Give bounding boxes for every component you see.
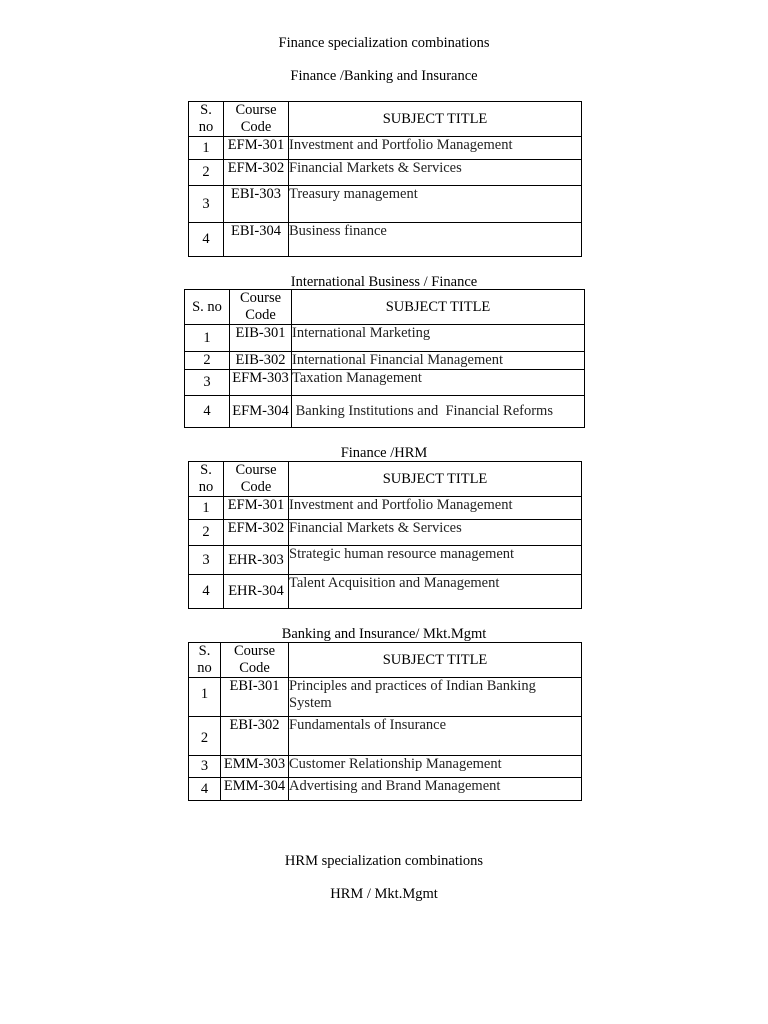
header-subject-title: SUBJECT TITLE: [289, 102, 582, 137]
table-row: [189, 497, 582, 520]
table-row: [185, 352, 585, 370]
header-subject-title: SUBJECT TITLE: [289, 643, 582, 678]
row-sno: 4: [185, 396, 230, 428]
row-subject-title: Investment and Portfolio Management: [289, 137, 582, 160]
header-sno: S. no: [189, 462, 224, 497]
hrm-specialization-heading: HRM specialization combinations: [284, 853, 484, 869]
row-subject-title: Customer Relationship Management: [289, 756, 582, 778]
header-course-code: Course Code: [224, 462, 289, 497]
table-finance-hrm: [188, 461, 582, 609]
header-sno: S. no: [189, 102, 224, 137]
table-row: [189, 778, 582, 801]
header-sno: S. no: [185, 290, 230, 325]
table-row: [185, 396, 585, 428]
table-row: [189, 678, 582, 717]
row-subject-title: Financial Markets & Services: [289, 520, 582, 546]
row-course-code: EIB-301: [230, 325, 292, 352]
row-subject-title: Treasury management: [289, 186, 582, 223]
table-row: [189, 160, 582, 186]
row-course-code: EFM-303: [230, 370, 292, 396]
row-subject-title: Taxation Management: [292, 370, 585, 396]
row-subject-title: Talent Acquisition and Management: [289, 575, 582, 609]
row-course-code: EBI-302: [221, 717, 289, 756]
row-subject-title: International Marketing: [292, 325, 585, 352]
table-row: [185, 325, 585, 352]
row-sno: 4: [189, 575, 224, 609]
table-row: [189, 186, 582, 223]
row-subject-title: Banking Institutions and Financial Reforms: [292, 396, 585, 428]
row-course-code: EIB-302: [230, 352, 292, 370]
row-course-code: EFM-302: [224, 520, 289, 546]
table-row: [189, 520, 582, 546]
row-subject-title: Advertising and Brand Management: [289, 778, 582, 801]
table-row: [189, 756, 582, 778]
row-sno: 1: [189, 678, 221, 717]
row-subject-title: Fundamentals of Insurance: [289, 717, 582, 756]
row-course-code: EBI-303: [224, 186, 289, 223]
row-sno: 2: [185, 352, 230, 370]
row-sno: 4: [189, 778, 221, 801]
header-sno: S. no: [189, 643, 221, 678]
row-course-code: EFM-301: [224, 497, 289, 520]
header-course-code: Course Code: [224, 102, 289, 137]
row-course-code: EHR-303: [224, 546, 289, 575]
row-course-code: EBI-304: [224, 223, 289, 257]
row-sno: 1: [185, 325, 230, 352]
header-course-code: Course Code: [230, 290, 292, 325]
row-subject-title: Strategic human resource management: [289, 546, 582, 575]
header-subject-title: SUBJECT TITLE: [289, 462, 582, 497]
finance-specialization-heading: Finance specialization combinations: [278, 35, 490, 51]
row-sno: 2: [189, 717, 221, 756]
row-sno: 2: [189, 160, 224, 186]
hrm-mktmgmt-subheading: HRM / Mkt.Mgmt: [330, 886, 438, 902]
row-subject-title: Business finance: [289, 223, 582, 257]
table-row: [185, 370, 585, 396]
row-course-code: EMM-303: [221, 756, 289, 778]
row-course-code: EFM-302: [224, 160, 289, 186]
table-row: [189, 223, 582, 257]
row-sno: 3: [189, 186, 224, 223]
row-subject-title: Investment and Portfolio Management: [289, 497, 582, 520]
header-subject-title: SUBJECT TITLE: [292, 290, 585, 325]
table-row: [189, 137, 582, 160]
row-course-code: EHR-304: [224, 575, 289, 609]
row-course-code: EBI-301: [221, 678, 289, 717]
row-course-code: EFM-304: [230, 396, 292, 428]
row-sno: 2: [189, 520, 224, 546]
table-banking-insurance-mktmgmt: [188, 642, 582, 801]
row-sno: 4: [189, 223, 224, 257]
table-row: [189, 575, 582, 609]
row-subject-title: International Financial Management: [292, 352, 585, 370]
row-sno: 1: [189, 497, 224, 520]
header-course-code: Course Code: [221, 643, 289, 678]
row-sno: 3: [189, 756, 221, 778]
table-international-business-finance: [184, 289, 585, 428]
row-course-code: EFM-301: [224, 137, 289, 160]
row-sno: 3: [189, 546, 224, 575]
table-2-title: International Business / Finance: [290, 274, 478, 290]
table-finance-banking-insurance: [188, 101, 582, 257]
row-sno: 1: [189, 137, 224, 160]
row-sno: 3: [185, 370, 230, 396]
row-course-code: EMM-304: [221, 778, 289, 801]
table-row: [189, 717, 582, 756]
table-1-title: Finance /Banking and Insurance: [290, 68, 478, 84]
table-4-title: Banking and Insurance/ Mkt.Mgmt: [281, 626, 487, 642]
table-row: [189, 546, 582, 575]
row-subject-title: Principles and practices of Indian Banking System: [289, 678, 582, 717]
table-3-title: Finance /HRM: [340, 445, 428, 461]
row-subject-title: Financial Markets & Services: [289, 160, 582, 186]
